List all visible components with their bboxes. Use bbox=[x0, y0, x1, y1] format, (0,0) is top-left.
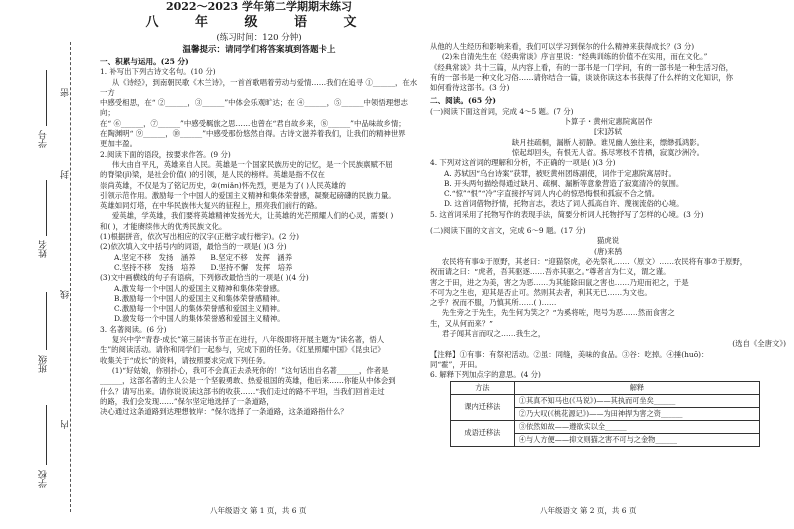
table-row bbox=[451, 420, 760, 433]
passage-text: 崇尚英雄，不仅是为了铭记历史，②(miǎn)怀先烈，更是为了( )人民英雄的 bbox=[100, 180, 346, 190]
essay-text: 之乎？祝而不服，乃慎其所……( )…… bbox=[430, 298, 557, 308]
option-d[interactable]: D. 这首词借物抒情，托物言志，表达了词人孤高自许、蔑视流俗的心境。 bbox=[444, 199, 684, 209]
poem-author: [宋]苏轼 bbox=[594, 127, 622, 137]
question-text: ______，这部名著的主人公是一个坚毅勇敢、热爱祖国的英雄，他后来……你能从中体会到 bbox=[100, 376, 396, 386]
name-field[interactable] bbox=[46, 180, 47, 236]
essay-note: 同“霍”，开田。 bbox=[430, 359, 482, 369]
exam-notice: 温馨提示：请同学们将答案填到答题卡上 bbox=[182, 45, 336, 55]
answer-cell[interactable]: ④与人方便——抑文则猫之害不可与之金物______ bbox=[514, 433, 759, 446]
seal-char: 封 bbox=[61, 170, 71, 179]
passage-text: 引领示范作用。激励每一个中国人的爱国主义精神和集体荣誉感，凝聚起磅礴的民族力量。 bbox=[100, 190, 396, 200]
seal-char: 密 bbox=[61, 88, 71, 97]
question-text: 决心通过这条道路到达理想彼岸：“保尔选择了一条道路，这条道路指什么？ bbox=[100, 407, 348, 417]
question-text: 从《诗经》，到南朝民歌《木兰诗》，一首首歌唱着劳动与爱情……我们在追寻 ①______，在水一方 bbox=[100, 77, 418, 97]
number-label: 学号 bbox=[39, 130, 49, 148]
table-header: 解释 bbox=[514, 381, 759, 394]
option-b[interactable]: B. 开头两句描绘得通过缺月、疏桐、漏断等意象营造了寂寞清冷的氛围。 bbox=[444, 178, 684, 188]
reading-heading: (二)阅读下面的文言文，完成 6～9 题。(17 分) bbox=[430, 226, 586, 236]
essay-title: 猫虎说 bbox=[596, 236, 620, 246]
left-page bbox=[100, 0, 418, 529]
essay-text: 祝而请之曰：“虎者，吾其驱逐……吾亦其驱之。”尊者言为仁义，谓之谨。 bbox=[430, 267, 671, 277]
question-text: 更加丰盈。 bbox=[100, 139, 137, 149]
question-text: 中感受相思，在“ ②______，③______”中体会乐观旷达；在 ④______，⑤______中领悟理想志向； bbox=[100, 98, 408, 118]
seal-char: 内 bbox=[61, 420, 71, 429]
poem-line: 惊起却回头，有恨无人省。拣尽寒枝不肯栖，寂寞沙洲冷。 bbox=[511, 147, 705, 157]
essay-text: 农民将有事①于原野，其老曰：“迎猫祭虎，必先祭礼……（原文）……农民将有事⑦于原野， bbox=[441, 256, 748, 266]
reading-heading: (一)阅读下面这首词，完成 4～5 题。(7 分) bbox=[430, 106, 574, 116]
essay-note: 【注释】①有事：有祭祀活动。②虽：同缝，美味的食品。③谷：吃掉。④捶(huō)： bbox=[430, 349, 709, 359]
school-label: 学校 bbox=[39, 470, 49, 488]
seal-dashed-line bbox=[70, 42, 71, 512]
question-text: 如何看待这部书。(3 分) bbox=[430, 83, 510, 93]
question: 2.阅读下面的语段，按要求作答。(9 分) bbox=[100, 149, 231, 159]
option-a[interactable]: A. 苏轼因“乌台诗案”获罪，被贬黄州团练副使，词作于定惠院寓居时。 bbox=[444, 168, 676, 178]
question: 4. 下列对这首词的理解和分析，不正确的一项是( )(3 分) bbox=[430, 158, 616, 168]
school-field[interactable] bbox=[46, 405, 47, 465]
exam-time: (练习时间：120 分钟) bbox=[216, 33, 302, 43]
essay-text: 不可为之生也，迎其是否止可。然则其去者，利其无已……为文也。 bbox=[430, 287, 652, 297]
answer-cell[interactable]: ②乃大叹(《桃花源记》)——为田神捍为害之资______ bbox=[514, 407, 759, 420]
class-field[interactable] bbox=[46, 292, 47, 350]
question: 3. 名著阅读。(6 分) bbox=[100, 324, 167, 334]
answer-cell[interactable]: ①其真不知马也(《马说》)——其执而可坐矣______ bbox=[514, 394, 759, 407]
passage-text: 英雄如同灯塔，在中华民族伟大复兴的征程上，照亮我们前行的路。 bbox=[100, 201, 322, 211]
question-text: 生”的阅读活动。请你和同学们一起参与，完成下面的任务。《红星照耀中国》《昆虫记》 bbox=[100, 345, 385, 355]
sub-question: (2)依次填入文中括号内的词语，最恰当的一项是( )(3 分) bbox=[100, 242, 287, 252]
option-c[interactable]: C.“惊”“恨”“冷”字直接抒写词人内心的惊恐悔恨和孤寂不合之情。 bbox=[444, 189, 660, 199]
passage-text: 和( )，才能赓续伟大的优秀民族文化。 bbox=[100, 221, 227, 231]
option-b[interactable]: B.激励每一个中国人的爱国主义和集体荣誉感精神。 bbox=[114, 293, 285, 303]
question-text: 什么？请写出来。请你说说读这部书的收获……“我们走过的路不平坦，当我们回首走过 bbox=[100, 386, 385, 396]
question-text: 的路，我们会发现……”保尔坚定地选择了一条道路， bbox=[100, 396, 274, 406]
essay-text: 先生旁之于先生，先生何为笑之？“为奚将咗，咫号为恶……然而食害之 bbox=[441, 308, 675, 318]
question-text: (2)朱自清先生在《经典常谈》序言里说：“经典训练的价值不在实用，而在文化。” bbox=[441, 52, 708, 62]
seal-char: 线 bbox=[61, 290, 71, 299]
number-field[interactable] bbox=[46, 70, 47, 126]
table-row bbox=[451, 394, 760, 407]
binding-margin bbox=[0, 0, 84, 529]
option-a[interactable]: A.激发每一个中国人的爱国主义精神和集体荣誉感。 bbox=[114, 283, 285, 293]
method-cell: 成语迁移法 bbox=[451, 420, 515, 446]
essay-text: 生，又从何而来？” bbox=[430, 318, 493, 328]
exam-title: 2022～2023 学年第二学期期末练习 bbox=[165, 0, 353, 13]
subject-title: 八 年 级 语 文 bbox=[145, 15, 373, 30]
question: 5. 这首词采用了托物写作的表现手法，简要分析词人托物抒写了怎样的心境。(3 分) bbox=[430, 209, 704, 219]
option-a[interactable]: A.坚定不移 发扬 涵养 bbox=[114, 252, 196, 262]
question-text: 复兴中学“青春·成长”第三届读书节正在进行，八年级即将开展主题为“读名著，悟人 bbox=[111, 335, 385, 345]
question-text: (1)“好姑娘，你别扑心，我可不会真正去杀死你的！”这句话出自名著______，作者是 bbox=[111, 365, 389, 375]
poem-line: 缺月挂疏桐，漏断人初静。谁见幽人独往来，缥缈孤鸿影。 bbox=[511, 137, 705, 147]
class-label: 班级 bbox=[39, 355, 49, 373]
page-footer: 八年级语文 第 2 页，共 6 页 bbox=[540, 506, 637, 515]
essay-source: (选自《全唐文》) bbox=[732, 339, 786, 349]
essay-text: 君子闻其言而叹之……我生之， bbox=[441, 329, 546, 339]
option-d[interactable]: D.坚持不懈 发挥 培养 bbox=[210, 262, 293, 272]
essay-author: (唐)来鹄 bbox=[594, 246, 622, 256]
section-heading: 二、阅读。(65 分) bbox=[430, 96, 496, 106]
question-text: 从他的人生经历和影响来看，我们可以学习到保尔的什么精神来获得成长？(3 分) bbox=[430, 42, 695, 51]
option-d[interactable]: D.激发每一个中国人的集体荣誉感和爱国主义精神。 bbox=[114, 314, 285, 324]
question-text: 《经典常谈》共十三篇，从内容上看，有的一部书是一门学问，有的一部书是一种生活习俗， bbox=[430, 62, 734, 72]
table-header: 方法 bbox=[451, 381, 515, 394]
question: 1. 补写出下列古诗文名句。(10 分) bbox=[100, 67, 216, 77]
question-text: 收集关于“成长”的资料，请按照要求完成下列任务。 bbox=[100, 355, 271, 365]
question-text: 有的一部书是一种文化习俗……请你结合一篇，谈谈你读这本书获得了什么样的文化知识，你 bbox=[430, 72, 734, 82]
poem-title: 卜算子・黄州定惠院寓居作 bbox=[563, 117, 653, 127]
option-c[interactable]: C.坚持不移 发扬 培养 bbox=[114, 262, 196, 272]
right-page bbox=[430, 0, 786, 529]
option-b[interactable]: B.坚定不移 发挥 涵养 bbox=[210, 252, 293, 262]
page-footer: 八年级语文 第 1 页，共 6 页 bbox=[210, 506, 307, 515]
method-cell: 课内迁移法 bbox=[451, 394, 515, 420]
question-text: 在陶渊明“ ⑨______，⑩______”中感受那份悠然自得。古诗文滋养着我们，让我们的精神世界 bbox=[100, 129, 406, 139]
passage-text: 爱英雄，学英雄，我们要将英雄精神发扬光大，让英雄的光芒照耀人们的心灵，需要( ) bbox=[111, 211, 394, 221]
passage-text: 伟大由自平凡，英雄来自人民。英雄是一个国家民族历史的记忆，是一个民族禀赋不屈 bbox=[111, 159, 393, 169]
name-label: 姓名 bbox=[39, 240, 49, 258]
option-c[interactable]: C.激励每一个中国人的集体荣誉感和爱国主义精神。 bbox=[114, 304, 285, 314]
passage-text: 的脊梁(jǐ)梁，是社会价值( )的引领，是人民的榜样。英雄是指不仅在 bbox=[100, 170, 325, 180]
sub-question: (1)根据拼音，依次写出相应的汉字(正楷字或行楷字)。(2 分) bbox=[100, 232, 300, 242]
section-heading: 一、积累与运用。(25 分) bbox=[100, 57, 189, 66]
question-text: 在“ ⑥______，⑦______”中感受羁旅之思……也曾在“君自故乡来，⑧______”中品味故乡情； bbox=[100, 118, 406, 128]
question: 6. 解释下列加点字的意思。(4 分) bbox=[430, 370, 541, 380]
answer-cell[interactable]: ③依然如故——遵欲实以全______ bbox=[514, 420, 759, 433]
essay-text: 害之于田，进之为美，害之为恶……为其能除田鼠之害也……乃迎而祀之，于是 bbox=[430, 277, 689, 287]
sub-question: (3)文中画横线的句子有语病，下列修改最恰当的一项是( )(4 分) bbox=[100, 273, 309, 283]
explanation-table bbox=[450, 381, 760, 447]
